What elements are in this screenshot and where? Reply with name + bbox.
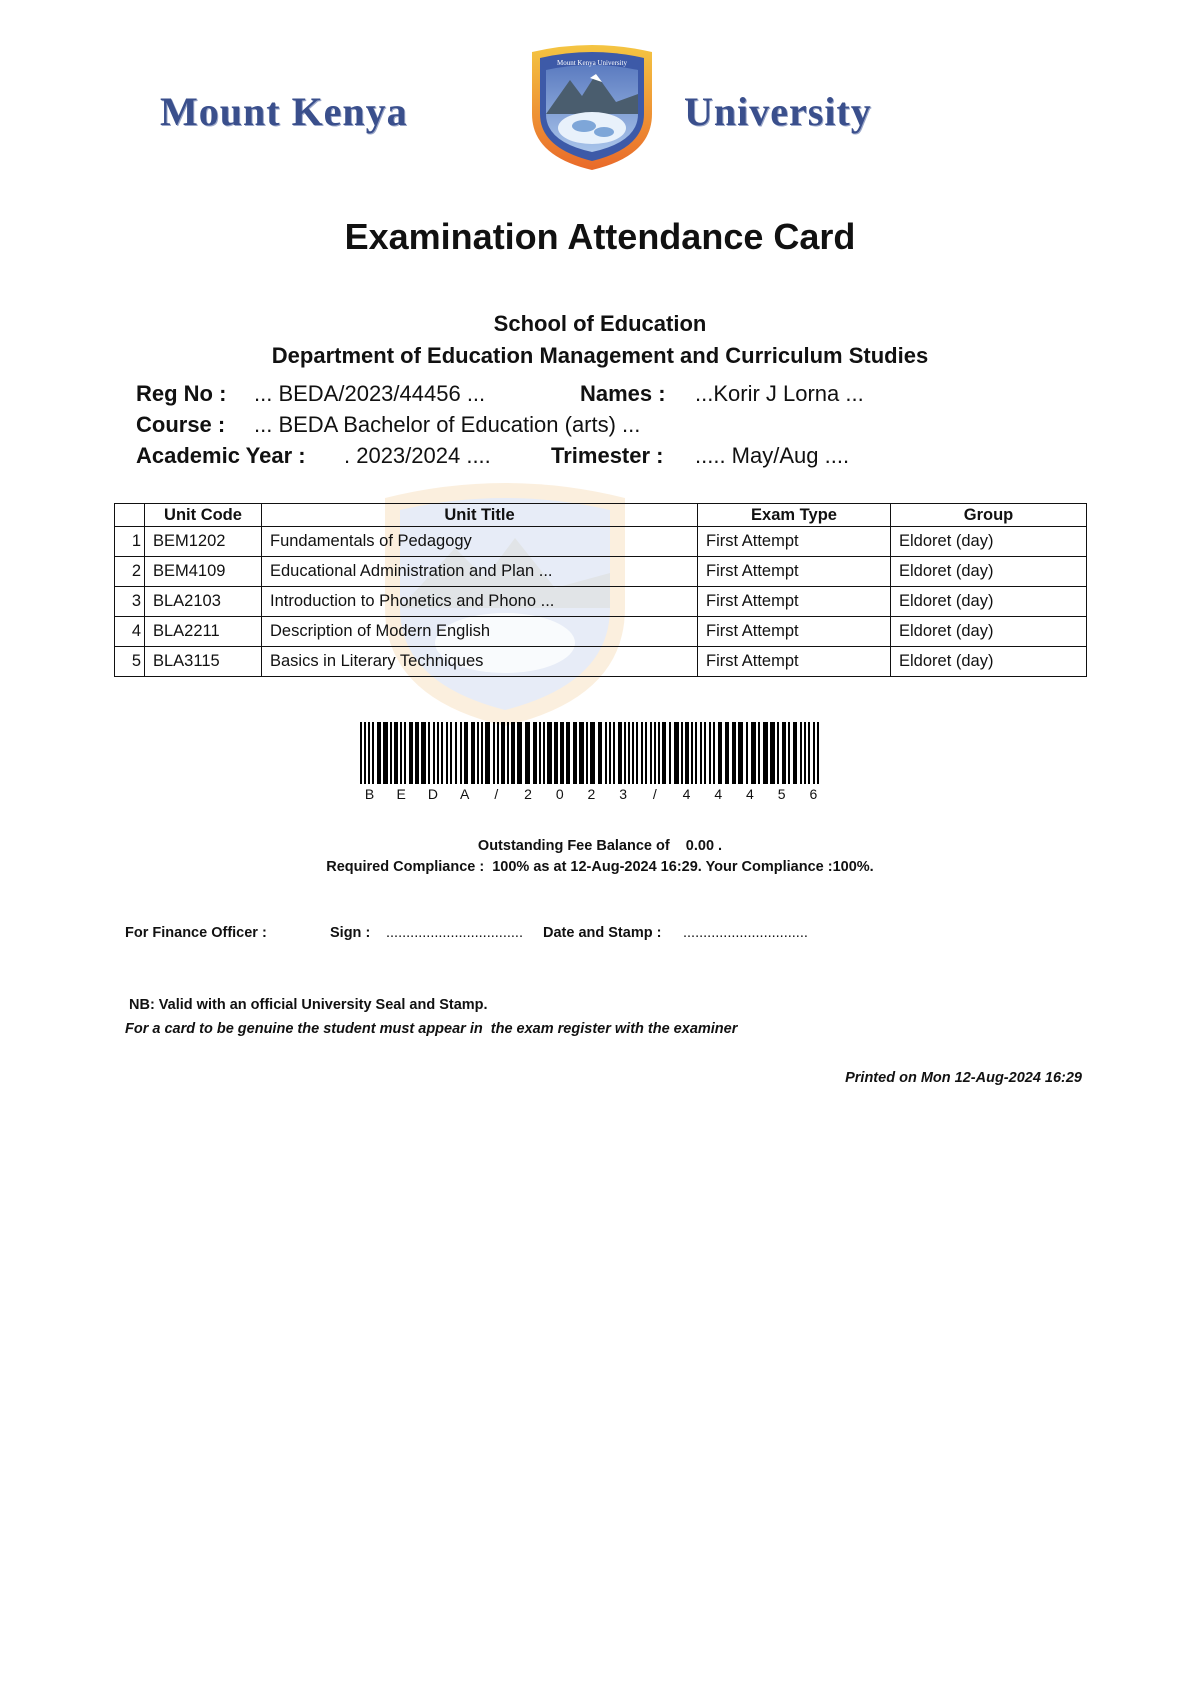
barcode-bar xyxy=(471,722,475,784)
barcode-bar xyxy=(695,722,697,784)
unit-title: Educational Administration and Plan ... xyxy=(262,557,698,587)
unit-code: BLA2103 xyxy=(145,587,262,617)
unit-code: BEM1202 xyxy=(145,527,262,557)
barcode-bar xyxy=(400,722,402,784)
fee-balance-line: Outstanding Fee Balance of 0.00 . xyxy=(477,838,723,854)
reg-no-label: Reg No : xyxy=(136,381,227,406)
unit-title: Description of Modern English xyxy=(262,617,698,647)
barcode-bar xyxy=(700,722,702,784)
barcode-bar xyxy=(372,722,374,784)
academic-year-label: Academic Year : xyxy=(136,443,306,468)
barcode-bar xyxy=(763,722,768,784)
date-stamp-line: ............................... xyxy=(683,925,808,941)
barcode-bar xyxy=(360,722,362,784)
names-label: Names : xyxy=(580,381,666,406)
barcode-bar xyxy=(421,722,426,784)
unit-code: BLA2211 xyxy=(145,617,262,647)
barcode-bar xyxy=(590,722,595,784)
row-number: 4 xyxy=(115,617,145,647)
barcode-bar xyxy=(364,722,366,784)
barcode-bar xyxy=(804,722,806,784)
barcode-bar xyxy=(455,722,457,784)
barcode-bar xyxy=(428,722,430,784)
barcode-bar xyxy=(517,722,522,784)
barcode-bar xyxy=(441,722,443,784)
barcode-bar xyxy=(409,722,413,784)
barcode-bar xyxy=(713,722,715,784)
barcode-bar xyxy=(390,722,392,784)
school-name: School of Education xyxy=(493,311,707,336)
barcode-bar xyxy=(394,722,398,784)
row-number: 1 xyxy=(115,527,145,557)
names-value: ...Korir J Lorna ... xyxy=(695,381,864,406)
reg-no-value: ... BEDA/2023/44456 ... xyxy=(254,381,486,406)
header-unit-code: Unit Code xyxy=(145,504,262,527)
table-row xyxy=(115,557,1087,587)
barcode-bar xyxy=(377,722,381,784)
barcode-bar xyxy=(746,722,748,784)
barcode-bar xyxy=(415,722,419,784)
finance-officer-label: For Finance Officer : xyxy=(125,925,267,941)
department-name: Department of Education Management and Curriculum Studies xyxy=(271,343,929,368)
barcode-char: D xyxy=(427,786,438,802)
barcode-char: 5 xyxy=(777,786,786,802)
barcode-bar xyxy=(669,722,671,784)
barcode-bar xyxy=(525,722,530,784)
barcode-bar xyxy=(446,722,448,784)
barcode-char: 2 xyxy=(587,786,596,802)
barcode-bar xyxy=(732,722,736,784)
sign-line: .................................. xyxy=(386,925,523,941)
exam-type: First Attempt xyxy=(698,647,891,677)
date-stamp-label: Date and Stamp : xyxy=(543,925,662,941)
barcode-char: / xyxy=(494,786,499,802)
barcode-char: 2 xyxy=(524,786,532,802)
barcode-bar xyxy=(605,722,607,784)
barcode-bar xyxy=(662,722,666,784)
barcode-bar xyxy=(709,722,711,784)
barcode-bar xyxy=(493,722,495,784)
table-row xyxy=(115,647,1087,677)
row-number: 2 xyxy=(115,557,145,587)
exam-group: Eldoret (day) xyxy=(891,527,1087,557)
unit-code: BLA3115 xyxy=(145,647,262,677)
barcode-bar xyxy=(613,722,615,784)
header-group: Group xyxy=(891,504,1087,527)
barcode-bar xyxy=(433,722,435,784)
barcode-bar xyxy=(511,722,515,784)
barcode-bar xyxy=(632,722,634,784)
barcode-bar xyxy=(497,722,499,784)
barcode-char: / xyxy=(652,786,657,802)
barcode-bar xyxy=(636,722,638,784)
barcode-bar xyxy=(560,722,564,784)
printed-timestamp: Printed on Mon 12-Aug-2024 16:29 xyxy=(845,1070,1082,1086)
barcode-bar xyxy=(404,722,406,784)
barcode-bar xyxy=(624,722,626,784)
barcode-bar xyxy=(437,722,439,784)
course-label: Course : xyxy=(136,412,226,437)
barcode-bar xyxy=(464,722,468,784)
barcode-bar xyxy=(658,722,660,784)
barcode-bar xyxy=(566,722,570,784)
barcode-bar xyxy=(817,722,819,784)
barcode-bar xyxy=(628,722,630,784)
brand-name-left: Mount Kenya xyxy=(160,89,408,134)
exam-units-table xyxy=(114,503,1087,677)
barcode-bar xyxy=(598,722,602,784)
barcode-char: A xyxy=(459,786,470,802)
header-unit-title: Unit Title xyxy=(262,504,698,527)
exam-group: Eldoret (day) xyxy=(891,587,1087,617)
unit-title: Introduction to Phonetics and Phono ... xyxy=(262,587,698,617)
exam-type: First Attempt xyxy=(698,557,891,587)
barcode-bar xyxy=(533,722,537,784)
barcode-bar xyxy=(788,722,790,784)
barcode-bar xyxy=(691,722,693,784)
barcode-bar xyxy=(770,722,775,784)
barcode-bar xyxy=(477,722,479,784)
table-row xyxy=(115,587,1087,617)
row-number: 5 xyxy=(115,647,145,677)
unit-title: Fundamentals of Pedagogy xyxy=(262,527,698,557)
barcode-bar xyxy=(485,722,490,784)
barcode-bar xyxy=(725,722,729,784)
barcode-bar xyxy=(808,722,810,784)
barcode-char: 0 xyxy=(555,786,564,802)
compliance-line: Required Compliance : 100% as at 12-Aug-2024 16:29. Your Compliance :100%. xyxy=(326,859,874,875)
exam-type: First Attempt xyxy=(698,587,891,617)
exam-type: First Attempt xyxy=(698,527,891,557)
barcode-bar xyxy=(579,722,584,784)
barcode-bar xyxy=(793,722,797,784)
crest-text: Mount Kenya University xyxy=(557,59,627,67)
table-row xyxy=(115,527,1087,557)
barcode-char: 4 xyxy=(714,786,723,802)
barcode-bar xyxy=(618,722,622,784)
barcode-bar xyxy=(501,722,505,784)
barcode-bar xyxy=(460,722,462,784)
sign-label: Sign : xyxy=(330,925,371,941)
barcode-bar xyxy=(758,722,760,784)
barcode-bar xyxy=(573,722,577,784)
nb-note: NB: Valid with an official University Seal and Stamp. xyxy=(129,997,488,1013)
barcode-caption xyxy=(360,786,823,802)
barcode-bar xyxy=(450,722,452,784)
barcode-bar xyxy=(547,722,552,784)
barcode-bar xyxy=(368,722,370,784)
barcode-bar xyxy=(481,722,483,784)
trimester-value: ..... May/Aug .... xyxy=(695,443,850,468)
barcode-char: E xyxy=(396,786,406,802)
unit-code: BEM4109 xyxy=(145,557,262,587)
barcode-bar xyxy=(554,722,558,784)
barcode-bar xyxy=(650,722,652,784)
table-row xyxy=(115,617,1087,647)
barcode-char: 4 xyxy=(746,786,754,802)
barcode-char: 3 xyxy=(619,786,628,802)
card-title: Examination Attendance Card xyxy=(344,216,856,257)
barcode-bar xyxy=(507,722,509,784)
genuine-card-note: For a card to be genuine the student must appear in the exam register with the examiner xyxy=(125,1021,738,1037)
barcode-bar xyxy=(704,722,706,784)
barcode-bar xyxy=(751,722,756,784)
barcode-char: 6 xyxy=(809,786,818,802)
university-crest-logo xyxy=(512,44,672,174)
exam-group: Eldoret (day) xyxy=(891,647,1087,677)
barcode-bar xyxy=(800,722,802,784)
trimester-label: Trimester : xyxy=(551,443,664,468)
course-value: ... BEDA Bachelor of Education (arts) ... xyxy=(254,412,641,437)
exam-type: First Attempt xyxy=(698,617,891,647)
barcode-bar xyxy=(685,722,689,784)
barcode-bar xyxy=(654,722,656,784)
barcode-char: 4 xyxy=(682,786,691,802)
barcode-bar xyxy=(738,722,743,784)
barcode-bar xyxy=(681,722,683,784)
brand-name-right: University xyxy=(684,89,872,134)
barcode-bar xyxy=(645,722,647,784)
barcode-bar xyxy=(782,722,786,784)
barcode-bar xyxy=(777,722,779,784)
table-header-row xyxy=(115,504,1087,527)
header-number xyxy=(115,504,145,527)
barcode-bar xyxy=(641,722,643,784)
barcode-bar xyxy=(383,722,388,784)
barcode-bar xyxy=(718,722,722,784)
barcode-bar xyxy=(609,722,611,784)
registration-barcode xyxy=(360,722,823,784)
exam-group: Eldoret (day) xyxy=(891,557,1087,587)
barcode-bar xyxy=(674,722,679,784)
barcode-bar xyxy=(543,722,545,784)
barcode-char: B xyxy=(364,786,375,802)
header-exam-type: Exam Type xyxy=(698,504,891,527)
barcode-bar xyxy=(586,722,588,784)
academic-year-value: . 2023/2024 .... xyxy=(344,443,491,468)
exam-group: Eldoret (day) xyxy=(891,617,1087,647)
unit-title: Basics in Literary Techniques xyxy=(262,647,698,677)
barcode-bar xyxy=(813,722,815,784)
row-number: 3 xyxy=(115,587,145,617)
barcode-bar xyxy=(539,722,541,784)
